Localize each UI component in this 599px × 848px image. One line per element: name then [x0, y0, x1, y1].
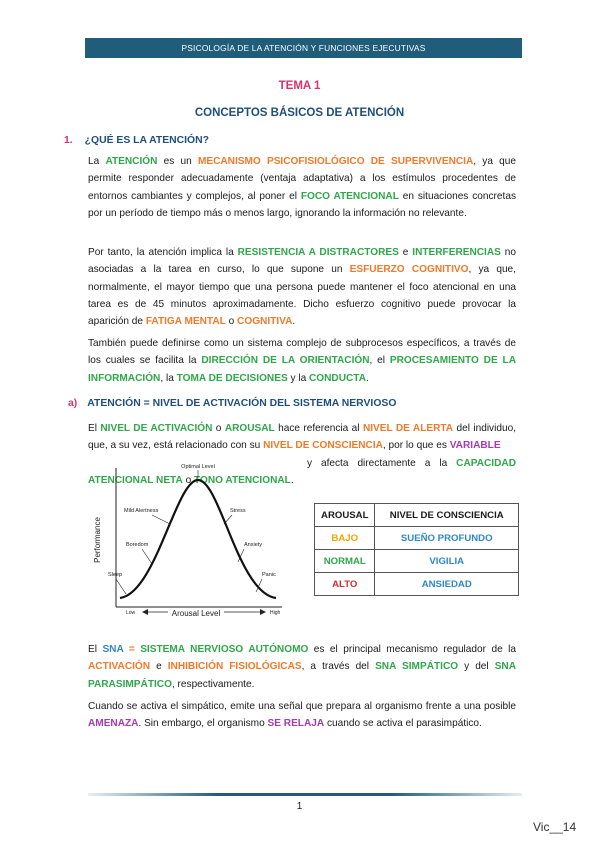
text: del individuo, que, a su vez, está relacionado con su	[88, 423, 516, 452]
text: Cuando se activa el simpático, emite una señal que prepara al organismo frente a una posible	[88, 701, 516, 712]
keyword: FATIGA MENTAL	[145, 316, 226, 328]
footer-divider	[88, 793, 522, 796]
text: , ya que permite responder adecuadamente (ventaja adaptativa) a los estímulos procedentes de entornos cambiantes y complejos, al poner el	[88, 156, 516, 202]
keyword: NIVEL DE ACTIVACIÓN	[100, 423, 213, 434]
text: .	[290, 474, 294, 486]
keyword: PROCESAMIENTO DE LA INFORMACIÓN	[88, 355, 516, 384]
text: no asociadas a la tarea en curso, lo que supone un	[88, 247, 516, 276]
keyword: VARIABLE	[449, 440, 501, 452]
paragraph-definition	[88, 153, 516, 222]
text: o	[212, 423, 225, 434]
subsection-heading-a	[68, 398, 396, 409]
curve-label-mild-alertness: Mild Alertness	[124, 508, 159, 514]
keyword: SE RELAJA	[267, 718, 325, 730]
keyword: DIRECCIÓN DE LA ORIENTACIÓN	[201, 355, 370, 367]
text: o	[225, 316, 238, 328]
keyword: CONDUCTA	[309, 372, 367, 384]
table-cell-arousal: BAJO	[315, 527, 375, 550]
curve-label-panic: Panic	[262, 572, 276, 578]
table-row	[315, 550, 519, 573]
keyword: AMENAZA	[88, 718, 139, 730]
keyword: RESISTENCIA A DISTRACTORES	[237, 247, 399, 258]
x-high-label: High	[270, 610, 281, 616]
keyword: NIVEL DE ALERTA	[362, 423, 454, 434]
arrow-right-icon	[260, 609, 266, 615]
keyword: AROUSAL	[224, 423, 275, 434]
text: y afecta directamente a la	[298, 457, 457, 469]
text: , ya que, normalmente, el mayor tiempo que una persona puede mantener el foco atencional en una tarea es de 45 minutos aproximadamente. Dicho esfuerzo cognitivo puede provocar la aparición de	[88, 264, 516, 328]
keyword: SNA SIMPÁTICO	[375, 661, 459, 673]
text: hace referencia al	[274, 423, 363, 434]
keyword: MECANISMO PSICOFISIOLÓGICO DE SUPERVIVENCIA	[197, 156, 474, 167]
curve-label-anxiety: Anxiety	[244, 542, 263, 548]
subsection-title: ATENCIÓN = NIVEL DE ACTIVACIÓN DEL SISTEMA NERVIOSO	[87, 398, 397, 409]
table-cell-arousal: NORMAL	[315, 550, 375, 573]
curve-label-peak: Optimal Level	[181, 464, 215, 470]
table-cell-nivel: ANSIEDAD	[375, 573, 519, 596]
pointer-sleep	[116, 579, 126, 594]
text: El	[88, 644, 103, 655]
section-heading-1	[64, 135, 209, 146]
paragraph-simpatico	[88, 698, 516, 733]
performance-curve	[120, 480, 276, 598]
text: e	[150, 661, 168, 673]
keyword: ESFUERZO COGNITIVO	[349, 264, 469, 276]
keyword: CAPACIDAD ATENCIONAL NETA	[88, 457, 516, 486]
text: , la	[160, 372, 177, 384]
pointer-stress	[224, 515, 232, 524]
paragraph-resistance	[88, 244, 516, 330]
chapter-number: TEMA 1	[278, 80, 321, 92]
text: . Sin embargo, el organismo	[138, 718, 268, 730]
text: es un	[157, 156, 198, 167]
keyword: INTERFERENCIAS	[412, 247, 501, 258]
text: en situaciones concretas por un período de tiempo más o menos largo, ignorando la información no relevante.	[88, 190, 516, 219]
table-header: NIVEL DE CONSCIENCIA	[375, 504, 519, 527]
text: .	[292, 316, 296, 328]
table-row	[315, 527, 519, 550]
table-header: AROUSAL	[315, 504, 375, 527]
keyword: ATENCIÓN	[105, 156, 158, 167]
text: La	[88, 156, 106, 167]
keyword: FOCO ATENCIONAL	[300, 190, 399, 202]
chapter-title: CONCEPTOS BÁSICOS DE ATENCIÓN	[194, 107, 405, 119]
keyword: =	[123, 644, 141, 655]
text: cuando se activa el parasimpático.	[324, 718, 482, 730]
text: El	[88, 423, 101, 434]
section-title: ¿QUÉ ES LA ATENCIÓN?	[84, 135, 209, 146]
table-cell-nivel: SUEÑO PROFUNDO	[375, 527, 519, 550]
keyword: TOMA DE DECISIONES	[176, 372, 288, 384]
section-number: 1.	[64, 135, 73, 146]
keyword: INHIBICIÓN FISIOLÓGICAS	[167, 661, 302, 673]
arrow-left-icon	[142, 609, 148, 615]
text: .	[366, 372, 369, 384]
y-axis-label: Performance	[93, 517, 102, 563]
table-row	[315, 573, 519, 596]
keyword: NIVEL DE CONSCIENCIA	[263, 440, 383, 452]
keyword: COGNITIVA	[237, 316, 293, 328]
page-number: 1	[296, 801, 303, 812]
arousal-performance-figure	[86, 458, 294, 620]
curve-label-boredom: Boredom	[126, 542, 149, 548]
table-cell-arousal: ALTO	[315, 573, 375, 596]
text: Por tanto, la atención implica la	[88, 247, 238, 258]
keyword: SNA	[102, 644, 124, 655]
pointer-mild	[152, 515, 170, 524]
subsection-letter: a)	[68, 398, 78, 409]
text: o	[182, 474, 195, 486]
author-tag: Vic__14	[533, 820, 577, 834]
paragraph-sna	[88, 641, 516, 693]
text: , el	[369, 355, 390, 367]
header-banner: PSICOLOGÍA DE LA ATENCIÓN Y FUNCIONES EJECUTIVAS	[85, 38, 522, 58]
keyword: TONO ATENCIONAL	[194, 474, 291, 486]
paragraph-subprocesses	[88, 335, 516, 387]
table-header-row	[315, 504, 519, 527]
text: e	[398, 247, 413, 258]
text: , respectivamente.	[171, 678, 255, 690]
text: , a través del	[301, 661, 376, 673]
x-low-label: Low	[126, 610, 136, 616]
pointer-boredom	[142, 549, 152, 564]
text: , por lo que es	[382, 440, 450, 452]
text: es el principal mecanismo regulador de la	[308, 644, 517, 655]
text: y la	[287, 372, 309, 384]
x-axis-label: Arousal Level	[171, 609, 221, 618]
curve-label-sleep: Sleep	[108, 572, 123, 578]
text: También puede definirse como un sistema complejo de subprocesos específicos, a través de los cuales se facilita la	[88, 338, 516, 367]
arousal-table	[314, 503, 519, 596]
table-cell-nivel: VIGILIA	[375, 550, 519, 573]
keyword: ACTIVACIÓN	[88, 661, 151, 673]
text: y del	[458, 661, 495, 673]
keyword: SISTEMA NERVIOSO AUTÓNOMO	[140, 644, 309, 655]
curve-label-stress: Stress	[230, 508, 246, 514]
keyword: SNA PARASIMPÁTICO	[88, 661, 516, 690]
